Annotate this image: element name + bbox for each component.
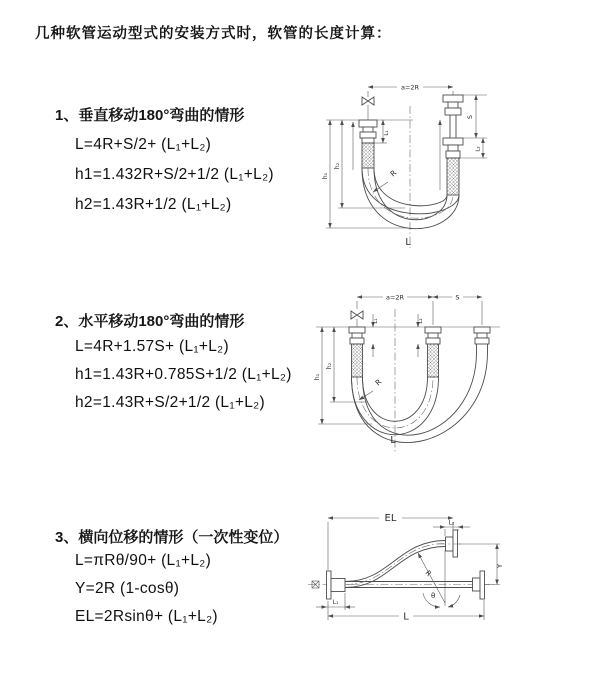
dimension-s (466, 95, 476, 138)
right-fitting (474, 327, 490, 352)
section-3-heading: 3、横向位移的情形（一次性变位） (55, 529, 289, 546)
section-1-formula-h2: h2=1.43R+1/2 (L₁+L₂) (75, 196, 232, 213)
dim-label-h2: h₂ (334, 162, 341, 170)
diagram-lateral-displacement (300, 500, 600, 660)
dim-label-l1: L₁ (384, 130, 390, 136)
dim-label-l: L (403, 611, 409, 623)
u-bend-hose (352, 352, 488, 443)
dim-label-length: L (390, 435, 396, 446)
middle-fitting (425, 327, 441, 377)
section-1-heading: 1、垂直移动180°弯曲的情形 (55, 107, 245, 124)
dim-label-theta: θ (431, 592, 436, 600)
dim-label-length: L (405, 237, 411, 248)
dim-label-h2: h₂ (326, 362, 333, 370)
left-fitting (349, 327, 365, 377)
dimension-l2 (418, 314, 424, 357)
dim-label-l2: L₂ (448, 519, 455, 527)
dim-label-r: R (388, 168, 399, 179)
dim-label-y: Y (496, 563, 504, 569)
diagram-horizontal-180-bend (308, 282, 600, 467)
dimension-l (328, 600, 484, 623)
dim-label-s: S (466, 114, 474, 120)
valve-icon (362, 97, 374, 120)
dim-label-h1: h₁ (322, 172, 329, 180)
section-2-heading: 2、水平移动180°弯曲的情形 (55, 313, 245, 330)
dim-label-r: R (423, 568, 433, 578)
section-2-formula-L: L=4R+1.57S+ (L₁+L₂) (75, 338, 229, 355)
dim-label-l2: L₂ (418, 318, 424, 324)
dimension-s (433, 293, 482, 302)
section-2-formula-h1: h1=1.43R+0.785S+1/2 (L₁+L₂) (75, 366, 292, 383)
dim-label-l1: L₁ (332, 599, 339, 606)
braided-hose-right (447, 158, 459, 195)
dimension-l1 (316, 593, 355, 610)
dim-label-h1: h₁ (314, 373, 321, 381)
dim-label-r: R (373, 377, 384, 388)
section-1-formula-h1: h1=1.432R+S/2+1/2 (L₁+L₂) (75, 166, 274, 183)
section-1-formula-L: L=4R+S/2+ (L₁+L₂) (75, 136, 212, 153)
dim-label-a2r: a=2R (385, 293, 405, 302)
s-curve-hose (345, 541, 446, 588)
left-fitting (359, 120, 377, 168)
braided-hose-left (362, 143, 374, 168)
valve-icon (351, 311, 363, 327)
left-flange (327, 571, 346, 599)
dimension-l1 (373, 314, 379, 357)
angle-theta (423, 592, 460, 607)
section-3-formula-Y: Y=2R (1-cosθ) (75, 580, 180, 597)
ghost-straight-hose (345, 568, 485, 599)
page-title: 几种软管运动型式的安装方式时，软管的长度计算： (35, 26, 392, 42)
section-2-formula-h2: h2=1.43R+S/2+1/2 (L₁+L₂) (75, 394, 265, 411)
dim-label-l1: L₁ (373, 318, 379, 324)
dimension-l2 (476, 138, 484, 158)
diagram-vertical-180-bend (310, 70, 600, 270)
dimension-a2r (368, 83, 453, 97)
right-fitting-positions (443, 95, 487, 195)
dim-label-el: EL (384, 513, 397, 524)
dim-label-a2r: a=2R (400, 83, 420, 92)
dim-label-l2: L₂ (475, 146, 482, 152)
u-bend-hose (362, 168, 459, 229)
dim-label-s: S (455, 293, 460, 302)
dimension-l2 (433, 520, 470, 537)
section-3-formula-EL: EL=2Rsinθ+ (L₁+L₂) (75, 608, 218, 625)
section-3-formula-L: L=πRθ/90+ (L₁+L₂) (75, 552, 212, 569)
